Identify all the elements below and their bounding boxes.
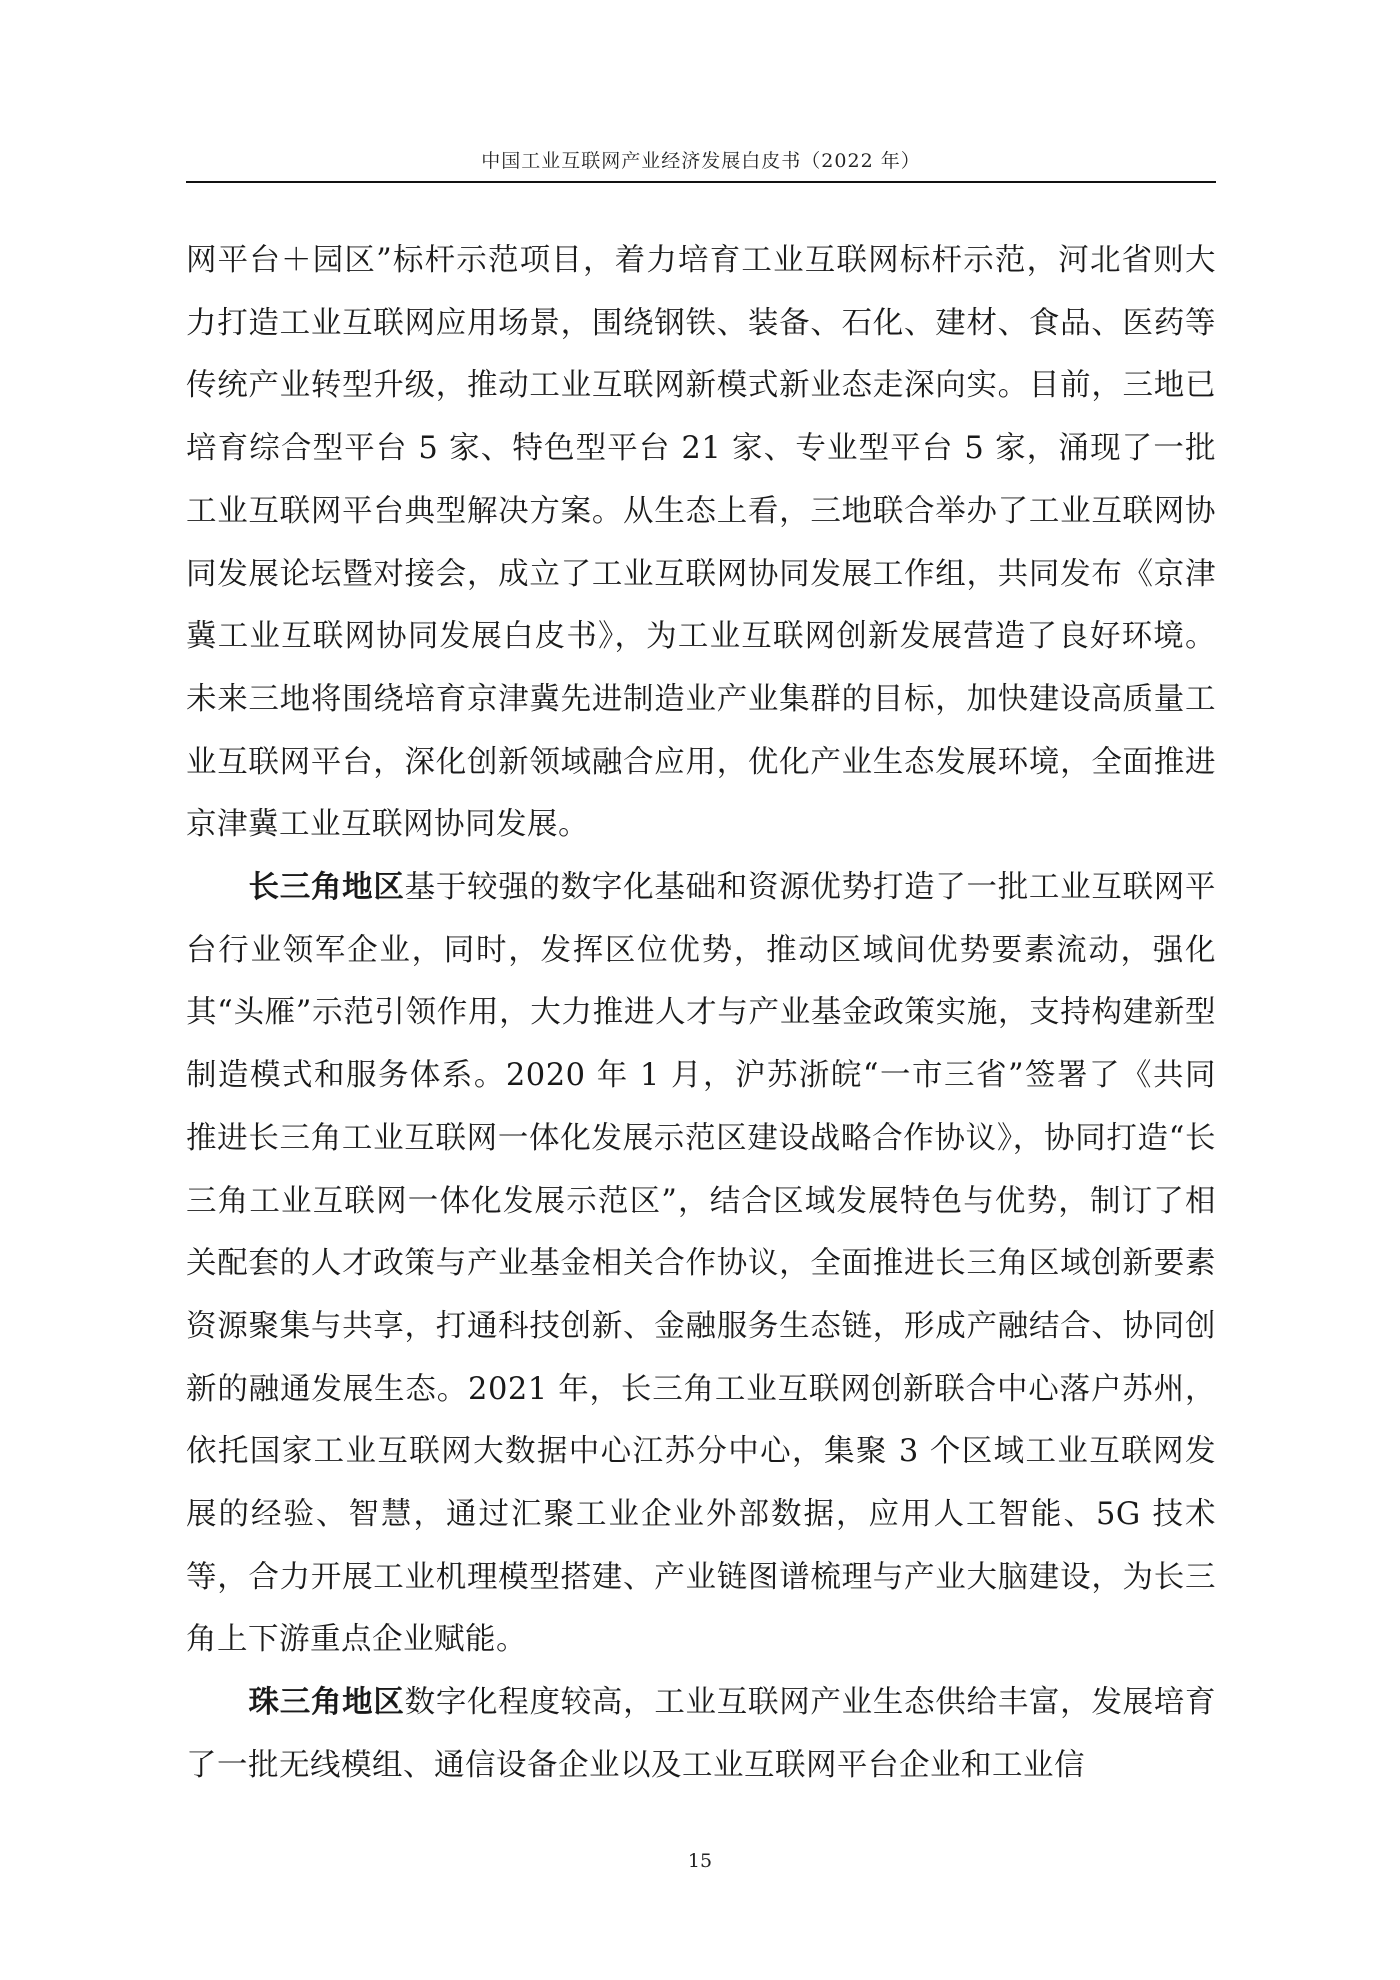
page-number: 15 [687,1850,713,1872]
paragraph-text: 数字化程度较高，工业互联网产业生态供给丰富，发展培育了一批无线模组、通信设备企业以及工业互联网平台企业和工业信 [186,1685,1217,1783]
paragraph-pearl-river-delta [186,1672,1216,1797]
paragraph-lead-heading: 长三角地区 [248,870,405,906]
body-text [186,230,1216,1798]
paragraph-lead-heading: 珠三角地区 [248,1685,405,1721]
header-divider [186,181,1216,183]
paragraph-text: 基于较强的数字化基础和资源优势打造了一批工业互联网平台行业领军企业，同时，发挥区位优势，推动区域间优势要素流动，强化其“头雁”示范引领作用，大力推进人才与产业基金政策实施，支持构建新型制造模式和服务体系。2020 年 1 月，沪苏浙皖“一市三省”签署了《共同推进长三角工业互联网一体化发展示范区建设战略合作协议》，协同打造“长三角工业互联网一体化发展示范区”，结合区域发展特色与优势，制订了相关配套的人才政策与产业基金相关合作协议，全面推进长三角区域创新要素资源聚集与共享，打通科技创新、金融服务生态链，形成产融结合、协同创新的融通发展生态。2021 年，长三角工业互联网创新联合中心落户苏州，依托国家工业互联网大数据中心江苏分中心，集聚 3 个区域工业互联网发展的经验、智慧，通过汇聚工业企业外部数据，应用人工智能、5G 技术等，合力开展工业机理模型搭建、产业链图谱梳理与产业大脑建设，为长三角上下游重点企业赋能。 [186,870,1217,1658]
paragraph-text: 网平台＋园区”标杆示范项目，着力培育工业互联网标杆示范，河北省则大力打造工业互联网应用场景，围绕钢铁、装备、石化、建材、食品、医药等传统产业转型升级，推动工业互联网新模式新业态走深向实。目前，三地已培育综合型平台 5 家、特色型平台 21 家、专业型平台 5 家，涌现了一批工业互联网平台典型解决方案。从生态上看，三地联合举办了工业互联网协同发展论坛暨对接会，成立了工业互联网协同发展工作组，共同发布《京津冀工业互联网协同发展白皮书》，为工业互联网创新发展营造了良好环境。未来三地将围绕培育京津冀先进制造业产业集群的目标，加快建设高质量工业互联网平台，深化创新领域融合应用，优化产业生态发展环境，全面推进京津冀工业互联网协同发展。 [186,243,1216,843]
paragraph-jingjinji [186,230,1216,857]
paragraph-yangtze-delta [186,857,1216,1672]
running-header: 中国工业互联网产业经济发展白皮书（2022 年） [481,150,921,172]
